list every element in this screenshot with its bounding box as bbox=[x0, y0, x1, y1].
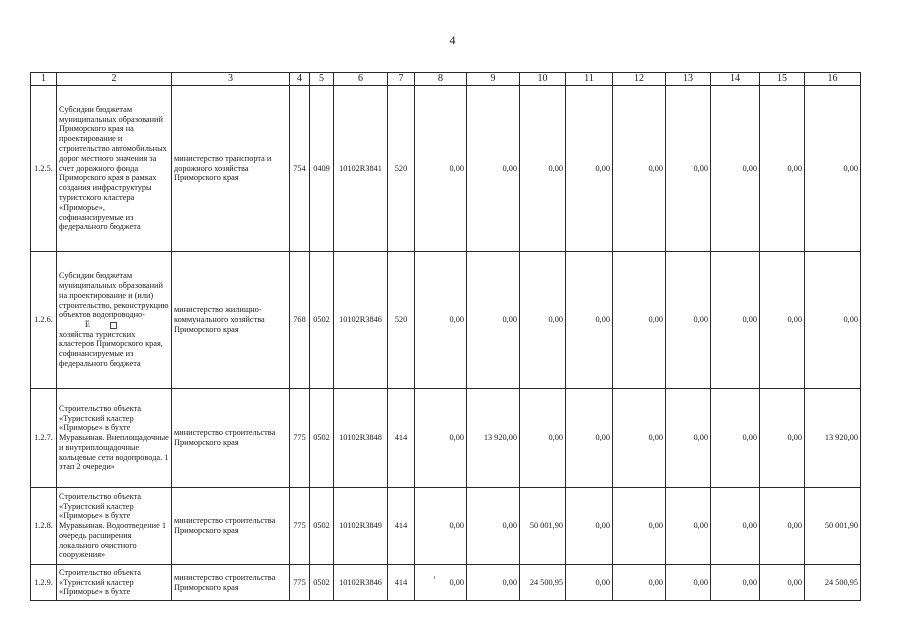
cell-value: 0,00 bbox=[711, 488, 760, 565]
cell-value: 0,00 bbox=[566, 488, 613, 565]
header-cell: 1 bbox=[31, 73, 57, 86]
cell-expense-type: 414 bbox=[388, 565, 415, 601]
header-cell: 3 bbox=[172, 73, 290, 86]
cell-value: 0,00 bbox=[467, 488, 520, 565]
cell-value: 0,00 bbox=[666, 86, 711, 252]
table-row bbox=[31, 86, 861, 252]
cell-value: 0,00 bbox=[566, 389, 613, 488]
row-name: Субсидии бюджетам муниципальных образований Приморского края на проектирование и строительство автомобильных дорог местного значения за счет дорожного фонда Приморского края в рамках создания инфраструктуры туристского кластера «Приморье», софинансируемые из федерального бюджета bbox=[57, 86, 172, 252]
budget-table bbox=[30, 72, 861, 601]
header-cell: 11 bbox=[566, 73, 613, 86]
cell-grbs: 775 bbox=[290, 389, 310, 488]
row-name: Строительство объекта «Туристский кластер «Приморье» в бухте bbox=[57, 565, 172, 601]
cell-value: 0,00 bbox=[711, 252, 760, 389]
cell-value: 0,00 bbox=[566, 565, 613, 601]
cell-value: 0,00 bbox=[520, 86, 566, 252]
cell-value: 24 500,95 bbox=[520, 565, 566, 601]
cell-value: 0,00 bbox=[666, 389, 711, 488]
cell-expense-type: 520 bbox=[388, 252, 415, 389]
header-cell: 12 bbox=[613, 73, 666, 86]
row-name bbox=[57, 252, 172, 389]
cell-value: 0,00 bbox=[666, 488, 711, 565]
header-cell: 15 bbox=[760, 73, 805, 86]
cell-value: 0,00 bbox=[760, 389, 805, 488]
cell-value: 0,00 bbox=[760, 252, 805, 389]
cell-value: 0,00 bbox=[760, 565, 805, 601]
table-row bbox=[31, 389, 861, 488]
row-number: 1.2.5. bbox=[31, 86, 57, 252]
row-organization: министерство строительства Приморского края bbox=[172, 389, 290, 488]
cell-value: 0,00 bbox=[613, 252, 666, 389]
cell-value: 0,00 bbox=[666, 252, 711, 389]
scan-speck bbox=[434, 576, 435, 579]
cell-section: 0502 bbox=[310, 488, 334, 565]
cell-value: 0,00 bbox=[613, 488, 666, 565]
cell-target-code: 10102R3848 bbox=[334, 389, 388, 488]
scan-artifact-letter: Ё bbox=[85, 320, 90, 330]
row-name: Строительство объекта «Туристский кластер «Приморье» в бухте Муравьиная. Внеплощадочные и внутриплощадочные кольцевые сети водопровода. 1 этап 2 очереди» bbox=[57, 389, 172, 488]
cell-value: 13 920,00 bbox=[467, 389, 520, 488]
cell-value: 0,00 bbox=[415, 252, 467, 389]
header-cell: 4 bbox=[290, 73, 310, 86]
cell-value: 50 001,90 bbox=[520, 488, 566, 565]
cell-value: 0,00 bbox=[666, 565, 711, 601]
row-organization: министерство транспорта и дорожного хозяйства Приморского края bbox=[172, 86, 290, 252]
row-number: 1.2.8. bbox=[31, 488, 57, 565]
cell-value: 0,00 bbox=[760, 488, 805, 565]
header-cell: 9 bbox=[467, 73, 520, 86]
cell-value: 0,00 bbox=[415, 488, 467, 565]
header-cell: 8 bbox=[415, 73, 467, 86]
cell-grbs: 768 bbox=[290, 252, 310, 389]
row-name: Строительство объекта «Туристский кластер «Приморье» в бухте Муравьиная. Водоотведение 1 очередь расширения локального очистного сооружения» bbox=[57, 488, 172, 565]
cell-value: 0,00 bbox=[566, 86, 613, 252]
header-cell: 7 bbox=[388, 73, 415, 86]
cell-value: 0,00 bbox=[520, 389, 566, 488]
cell-value: 0,00 bbox=[467, 565, 520, 601]
row-number: 1.2.7. bbox=[31, 389, 57, 488]
cell-section: 0502 bbox=[310, 389, 334, 488]
cell-value: 50 001,90 bbox=[805, 488, 861, 565]
cell-value: 0,00 bbox=[566, 252, 613, 389]
cell-value: 24 500,95 bbox=[805, 565, 861, 601]
header-cell: 16 bbox=[805, 73, 861, 86]
row-organization: министерство жилищно-коммунального хозяйства Приморского края bbox=[172, 252, 290, 389]
checkbox-icon bbox=[110, 322, 117, 329]
header-cell: 5 bbox=[310, 73, 334, 86]
header-row bbox=[31, 73, 861, 86]
cell-value: 0,00 bbox=[415, 389, 467, 488]
row-number: 1.2.6. bbox=[31, 252, 57, 389]
header-cell: 13 bbox=[666, 73, 711, 86]
row-name-part: Субсидии бюджетам муниципальных образований на проектирование и (или) строительство, реконструкцию объектов водопроводно- bbox=[59, 271, 169, 320]
header-cell: 2 bbox=[57, 73, 172, 86]
cell-value: 0,00 bbox=[613, 86, 666, 252]
cell-value: 0,00 bbox=[805, 86, 861, 252]
header-cell: 10 bbox=[520, 73, 566, 86]
table-row bbox=[31, 565, 861, 601]
table-row bbox=[31, 252, 861, 389]
cell-expense-type: 414 bbox=[388, 488, 415, 565]
row-organization: министерство строительства Приморского края bbox=[172, 565, 290, 601]
cell-grbs: 775 bbox=[290, 488, 310, 565]
cell-value: 0,00 bbox=[415, 565, 467, 601]
cell-value: 0,00 bbox=[613, 565, 666, 601]
cell-value: 0,00 bbox=[711, 86, 760, 252]
row-number: 1.2.9. bbox=[31, 565, 57, 601]
cell-value: 0,00 bbox=[415, 86, 467, 252]
cell-grbs: 775 bbox=[290, 565, 310, 601]
header-cell: 6 bbox=[334, 73, 388, 86]
cell-value: 0,00 bbox=[467, 86, 520, 252]
cell-expense-type: 520 bbox=[388, 86, 415, 252]
cell-section: 0502 bbox=[310, 252, 334, 389]
cell-target-code: 10102R3846 bbox=[334, 252, 388, 389]
cell-section: 0409 bbox=[310, 86, 334, 252]
header-cell: 14 bbox=[711, 73, 760, 86]
cell-value: 13 920,00 bbox=[805, 389, 861, 488]
cell-target-code: 10102R3841 bbox=[334, 86, 388, 252]
page-number: 4 bbox=[449, 33, 456, 47]
cell-section: 0502 bbox=[310, 565, 334, 601]
cell-expense-type: 414 bbox=[388, 389, 415, 488]
row-name-part: хозяйства туристских кластеров Приморского края, софинансируемые из федерального бюджета bbox=[59, 329, 163, 368]
cell-value: 0,00 bbox=[711, 389, 760, 488]
cell-value: 0,00 bbox=[520, 252, 566, 389]
scan-artifact bbox=[59, 320, 169, 329]
cell-grbs: 754 bbox=[290, 86, 310, 252]
cell-value: 0,00 bbox=[805, 252, 861, 389]
cell-target-code: 10102R3846 bbox=[334, 565, 388, 601]
cell-value: 0,00 bbox=[467, 252, 520, 389]
cell-value: 0,00 bbox=[760, 86, 805, 252]
cell-value: 0,00 bbox=[711, 565, 760, 601]
cell-target-code: 10102R3849 bbox=[334, 488, 388, 565]
row-organization: министерство строительства Приморского края bbox=[172, 488, 290, 565]
table-row bbox=[31, 488, 861, 565]
cell-value: 0,00 bbox=[613, 389, 666, 488]
